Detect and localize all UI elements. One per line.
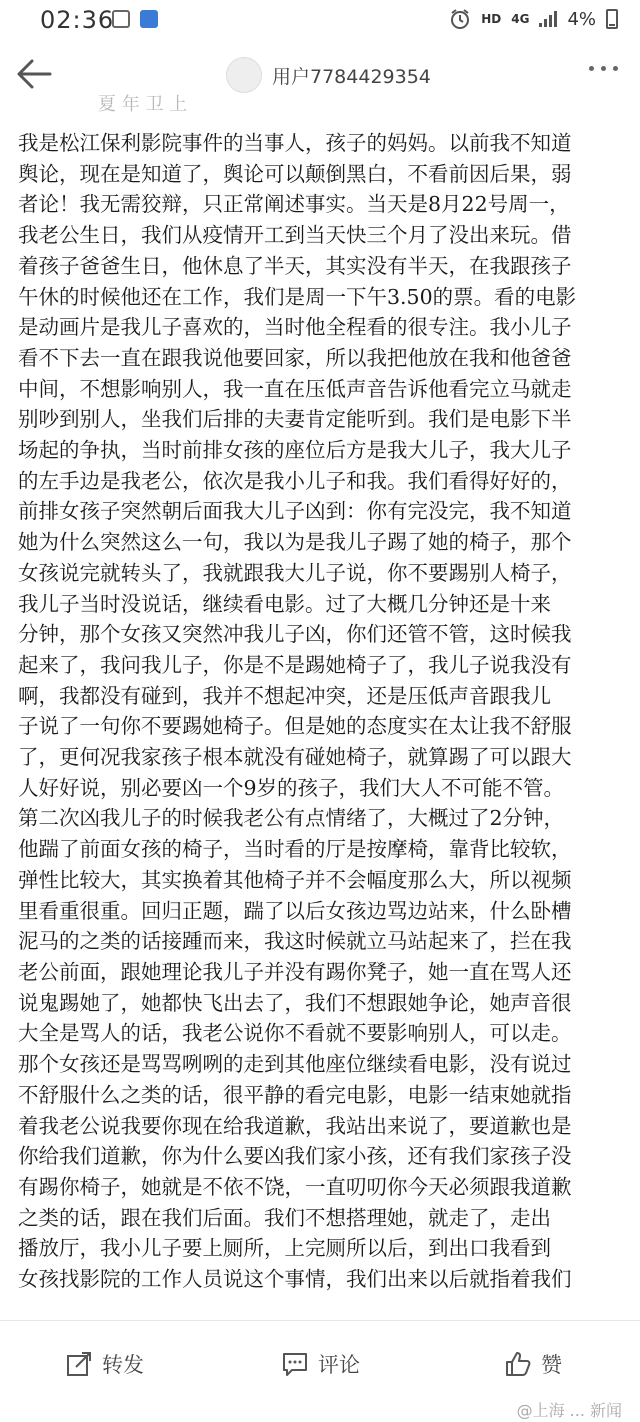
- status-bar: [0, 0, 640, 40]
- post-text-line: 前排女孩子突然朝后面我大儿子凶到：你有完没完，我不知道: [18, 499, 572, 524]
- post-text-line: 泥马的之类的话接踵而来，我这时候就立马站起来了，拦在我: [18, 929, 572, 954]
- post-text-line: 播放厅，我小儿子要上厕所，上完厕所以后，到出口我看到: [18, 1236, 551, 1261]
- post-text-line: 不舒服什么之类的话，很平静的看完电影，电影一结束她就指: [18, 1082, 572, 1107]
- like-button[interactable]: [505, 1349, 562, 1379]
- comment-label: 评论: [318, 1353, 360, 1377]
- post-text-line: 了，更何况我家孩子根本就没有碰她椅子，就算踢了可以跟大: [18, 745, 572, 770]
- post-text-line: 我是松江保利影院事件的当事人，孩子的妈妈。以前我不知道: [18, 131, 572, 155]
- more-options-icon[interactable]: [589, 66, 618, 71]
- battery-percent: 4%: [567, 8, 596, 30]
- notification-icon: [112, 10, 130, 28]
- watermark: @上海 ... 新闻: [516, 1401, 622, 1420]
- avatar[interactable]: [226, 57, 262, 93]
- alarm-icon: [449, 8, 471, 30]
- battery-icon: [606, 9, 618, 29]
- comment-button[interactable]: [282, 1349, 360, 1379]
- like-label: 赞: [541, 1353, 562, 1377]
- post-text-line: 啊，我都没有碰到，我并不想起冲突，还是压低声音跟我儿: [18, 683, 551, 708]
- forward-label: 转发: [102, 1353, 144, 1377]
- post-text-line: 那个女孩还是骂骂咧咧的走到其他座位继续看电影，没有说过: [18, 1052, 572, 1077]
- post-text-line: 老公前面，跟她理论我儿子并没有踢你凳子，她一直在骂人还: [18, 959, 572, 984]
- post-text-line: 弹性比较大，其实换着其他椅子并不会幅度那么大，所以视频: [18, 867, 572, 892]
- share-icon: [66, 1351, 92, 1377]
- post-text-line: 大全是骂人的话，我老公说你不看就不要影响别人，可以走。: [18, 1021, 572, 1046]
- post-text-line: 之类的话，跟在我们后面。我们不想搭理她，就走了，走出: [18, 1205, 551, 1230]
- post-content: [18, 128, 628, 1295]
- action-bar: [0, 1320, 640, 1401]
- post-text-line: 女孩找影院的工作人员说这个事情，我们出来以后就指着我们: [18, 1267, 572, 1292]
- post-text-line: 场起的争执，当时前排女孩的座位后方是我大儿子，我大儿子: [18, 438, 572, 463]
- post-text-line: 里看重很重。回归正题，踹了以后女孩边骂边站来，什么卧槽: [18, 898, 572, 923]
- post-text-line: 是动画片是我儿子喜欢的，当时他全程看的很专注。我小儿子: [18, 315, 572, 340]
- status-right: [449, 8, 618, 30]
- app-notification-icon: [140, 10, 158, 28]
- post-text-line: 我老公生日，我们从疫情开工到当天快三个月了没出来玩。借: [18, 223, 572, 248]
- post-text-line: 看不下去一直在跟我说他要回家，所以我把他放在我和他爸爸: [18, 345, 572, 370]
- post-text-line: 你给我们道歉，你为什么要凶我们家小孩，还有我们家孩子没: [18, 1144, 572, 1169]
- signal-icon: [539, 11, 557, 27]
- username[interactable]: 用户7784429354: [272, 66, 431, 88]
- forward-button[interactable]: [66, 1349, 144, 1379]
- post-header: [0, 40, 640, 110]
- post-text-line: 他踹了前面女孩的椅子，当时看的厅是按摩椅，靠背比较软，: [18, 837, 572, 862]
- post-text-line: 子说了一句你不要踢她椅子。但是她的态度实在太让我不舒服: [18, 714, 572, 739]
- post-text-line: 着孩子爸爸生日，他休息了半天，其实没有半天，在我跟孩子: [18, 253, 572, 278]
- post-text-line: 第二次凶我儿子的时候我老公有点情绪了，大概过了2分钟，: [18, 806, 565, 831]
- post-text-line: 分钟，那个女孩又突然冲我儿子凶，你们还管不管，这时候我: [18, 622, 572, 647]
- comment-icon: [282, 1351, 308, 1377]
- post-text-line: 着我老公说我要你现在给我道歉，我站出来说了，要道歉也是: [18, 1113, 572, 1138]
- cut-off-text: 夏 年 卫 上: [98, 94, 188, 115]
- status-time: 02:36: [40, 6, 115, 34]
- post-text-line: 说鬼踢她了，她都快飞出去了，我们不想跟她争论，她声音很: [18, 990, 572, 1015]
- thumbs-up-icon: [505, 1351, 531, 1377]
- post-text-line: 女孩说完就转头了，我就跟我大儿子说，你不要踢别人椅子，: [18, 560, 572, 585]
- back-arrow-icon[interactable]: [14, 56, 54, 92]
- post-text-line: 人好好说，别必要凶一个9岁的孩子，我们大人不可能不管。: [18, 775, 565, 800]
- post-text-line: 者论！我无需狡辩，只正常阐述事实。当天是8月22号周一，: [18, 192, 570, 217]
- post-text-line: 中间，不想影响别人，我一直在压低声音告诉他看完立马就走: [18, 376, 572, 401]
- post-text-line: 午休的时候他还在工作，我们是周一下午3.50的票。看的电影: [18, 284, 577, 309]
- post-text-line: 别吵到别人，坐我们后排的夫妻肯定能听到。我们是电影下半: [18, 407, 572, 432]
- post-text-line: 起来了，我问我儿子，你是不是踢她椅子了，我儿子说我没有: [18, 652, 572, 677]
- network-type: 4G: [511, 12, 530, 26]
- post-text-line: 我儿子当时没说话，继续看电影。过了大概几分钟还是十来: [18, 591, 551, 616]
- post-text-line: 有踢你椅子，她就是不依不饶，一直叨叨你今天必须跟我道歉: [18, 1174, 572, 1199]
- post-text-line: 舆论，现在是知道了，舆论可以颠倒黑白，不看前因后果，弱: [18, 161, 572, 186]
- post-text-line: 的左手边是我老公，依次是我小儿子和我。我们看得好好的，: [18, 468, 572, 493]
- hd-indicator: HD: [481, 12, 502, 26]
- post-text-line: 她为什么突然这么一句，我以为是我儿子踢了她的椅子，那个: [18, 530, 572, 555]
